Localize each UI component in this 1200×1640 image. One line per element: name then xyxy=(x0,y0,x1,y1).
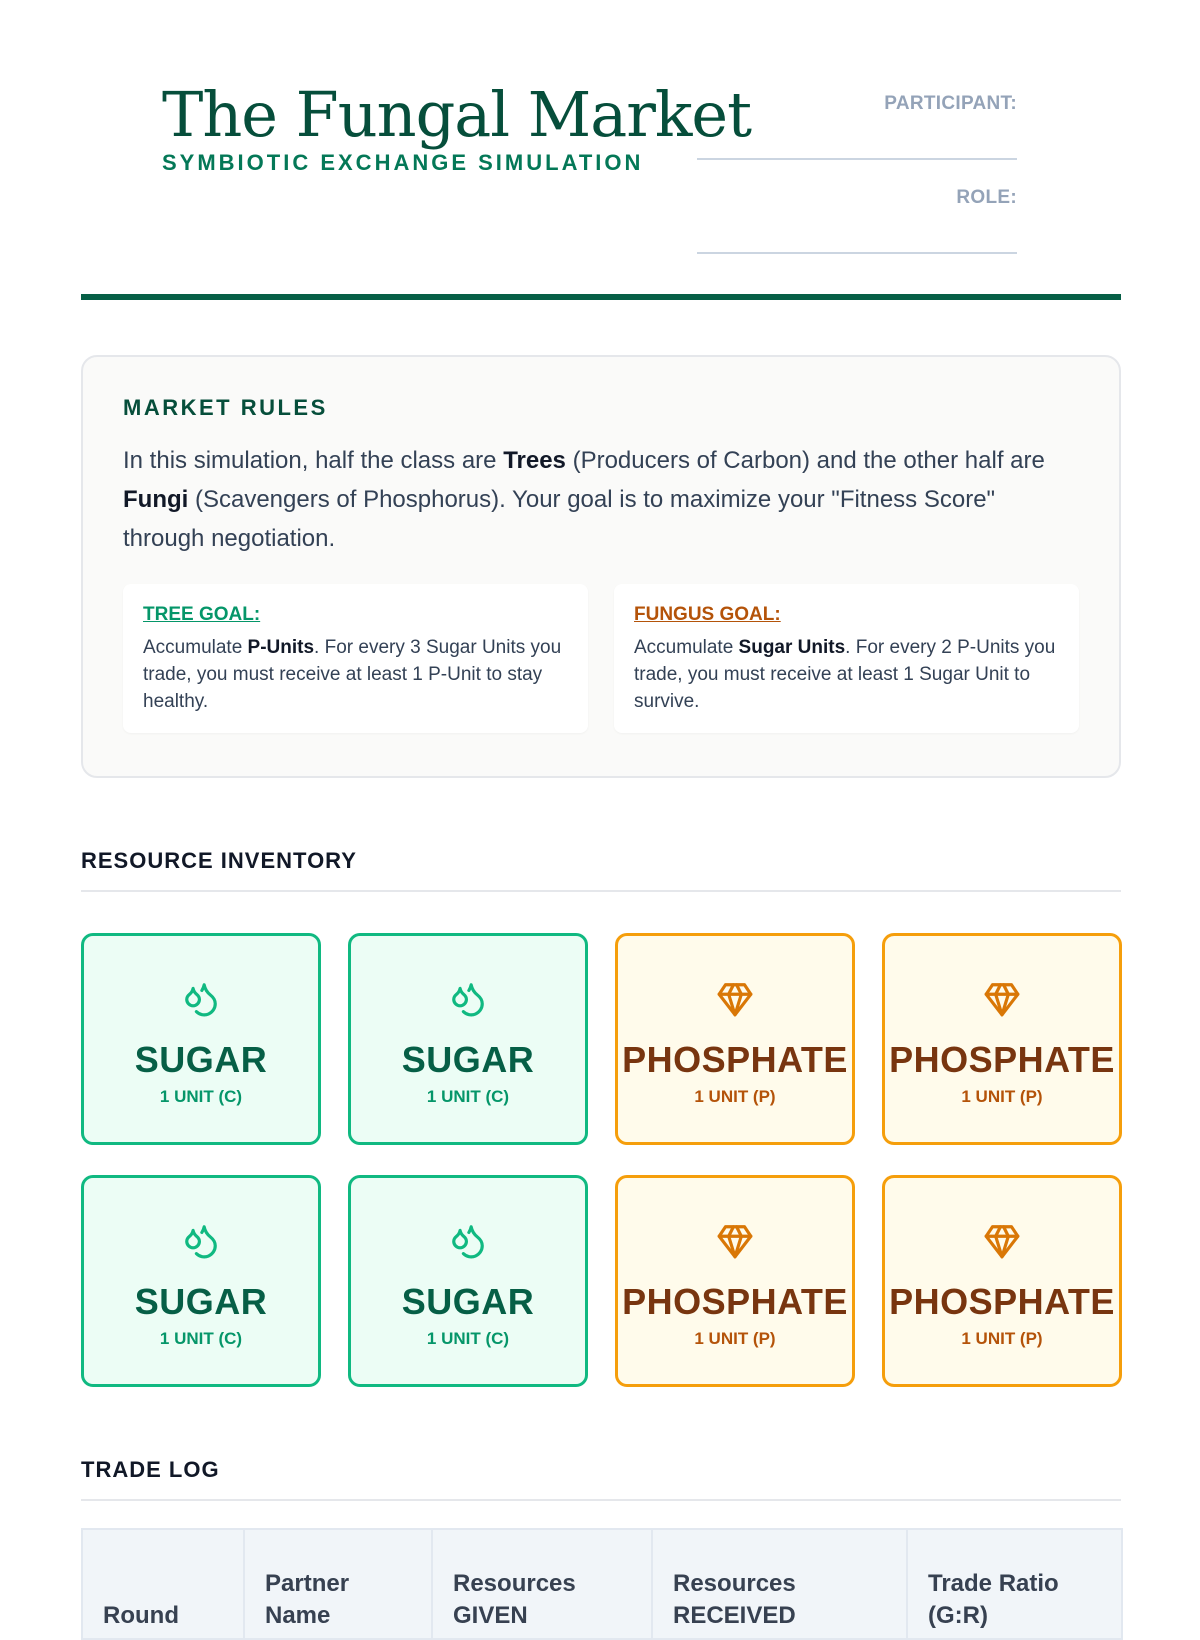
goal-text-bold: Sugar Units xyxy=(738,637,846,658)
rules-text-part: (Scavengers of Phosphorus). Your goal is to maximize your "Fitness Score" through negotiation. xyxy=(123,486,996,552)
resource-name: PHOSPHATE xyxy=(889,1039,1115,1080)
column-header-trade-ratio: Trade Ratio (G:R) xyxy=(907,1529,1122,1639)
tree-goal-box xyxy=(123,584,588,733)
role-label: ROLE: xyxy=(956,187,1017,208)
resource-name: PHOSPHATE xyxy=(889,1281,1115,1322)
column-header-round: Round xyxy=(82,1529,244,1639)
phosphate-resource-card[interactable] xyxy=(615,1175,855,1387)
sugar-resource-card[interactable] xyxy=(81,933,321,1145)
rules-text-part: In this simulation, half the class are xyxy=(123,447,504,474)
droplets-icon xyxy=(182,1222,220,1265)
page-subtitle: SYMBIOTIC EXCHANGE SIMULATION xyxy=(162,150,644,175)
goal-text-part: Accumulate xyxy=(143,637,248,658)
resource-unit: 1 UNIT (P) xyxy=(694,1329,776,1348)
fungus-goal-box xyxy=(614,584,1079,733)
gem-icon xyxy=(983,980,1021,1023)
column-header-resources-given: Resources GIVEN xyxy=(432,1529,652,1639)
phosphate-resource-card[interactable] xyxy=(882,933,1122,1145)
resource-unit: 1 UNIT (C) xyxy=(159,1329,243,1348)
tree-goal-text xyxy=(143,634,568,715)
sugar-resource-card[interactable] xyxy=(81,1175,321,1387)
gem-icon xyxy=(716,1222,754,1265)
phosphate-resource-card[interactable] xyxy=(615,933,855,1145)
goal-text-part: . For every 3 Sugar Units you trade, you must receive at least 1 P-Unit to stay healthy. xyxy=(143,637,562,712)
trade-log-heading: TRADE LOG xyxy=(81,1457,220,1482)
resource-name: SUGAR xyxy=(134,1281,268,1322)
resource-name: SUGAR xyxy=(401,1039,535,1080)
droplets-icon xyxy=(449,1222,487,1265)
gem-icon xyxy=(716,980,754,1023)
participant-label: PARTICIPANT: xyxy=(884,93,1017,114)
resource-unit: 1 UNIT (C) xyxy=(426,1329,510,1348)
market-rules-card xyxy=(81,355,1121,778)
column-header-resources-received: Resources RECEIVED xyxy=(652,1529,907,1639)
resource-unit: 1 UNIT (C) xyxy=(426,1087,510,1106)
resource-name: SUGAR xyxy=(401,1281,535,1322)
resource-unit: 1 UNIT (C) xyxy=(159,1087,243,1106)
fungus-goal-title: FUNGUS GOAL: xyxy=(634,604,781,625)
column-header-partner-name: Partner Name xyxy=(244,1529,432,1639)
market-rules-text xyxy=(123,441,1079,558)
phosphate-resource-card[interactable] xyxy=(882,1175,1122,1387)
goal-text-part: . For every 2 P-Units you trade, you must receive at least 1 Sugar Unit to survive. xyxy=(634,637,1056,712)
role-field[interactable] xyxy=(697,252,1017,254)
rules-trees-term: Trees xyxy=(503,447,566,474)
goals-row xyxy=(123,584,1079,733)
participant-field[interactable] xyxy=(697,158,1017,160)
page-title: The Fungal Market xyxy=(162,78,752,151)
resource-unit: 1 UNIT (P) xyxy=(961,1329,1043,1348)
resource-inventory-grid xyxy=(81,933,1121,1387)
trade-log-divider xyxy=(81,1499,1121,1501)
resource-name: PHOSPHATE xyxy=(622,1281,848,1322)
resource-name: PHOSPHATE xyxy=(622,1039,848,1080)
market-rules-heading: MARKET RULES xyxy=(123,395,328,420)
rules-fungi-term: Fungi xyxy=(123,486,189,513)
droplets-icon xyxy=(182,980,220,1023)
tree-goal-title: TREE GOAL: xyxy=(143,604,261,625)
trade-log-header-row xyxy=(82,1529,1122,1639)
trade-log-table xyxy=(81,1528,1123,1640)
rules-text-part: (Producers of Carbon) and the other half are xyxy=(565,447,1045,474)
resource-name: SUGAR xyxy=(134,1039,268,1080)
inventory-divider xyxy=(81,890,1121,892)
resource-unit: 1 UNIT (P) xyxy=(694,1087,776,1106)
resource-unit: 1 UNIT (P) xyxy=(961,1087,1043,1106)
sugar-resource-card[interactable] xyxy=(348,1175,588,1387)
inventory-heading: RESOURCE INVENTORY xyxy=(81,848,357,873)
goal-text-bold: P-Units xyxy=(247,637,315,658)
gem-icon xyxy=(983,1222,1021,1265)
droplets-icon xyxy=(449,980,487,1023)
goal-text-part: Accumulate xyxy=(634,637,739,658)
worksheet-header xyxy=(81,0,1119,303)
fungus-goal-text xyxy=(634,634,1059,715)
sugar-resource-card[interactable] xyxy=(348,933,588,1145)
header-divider xyxy=(81,294,1121,300)
